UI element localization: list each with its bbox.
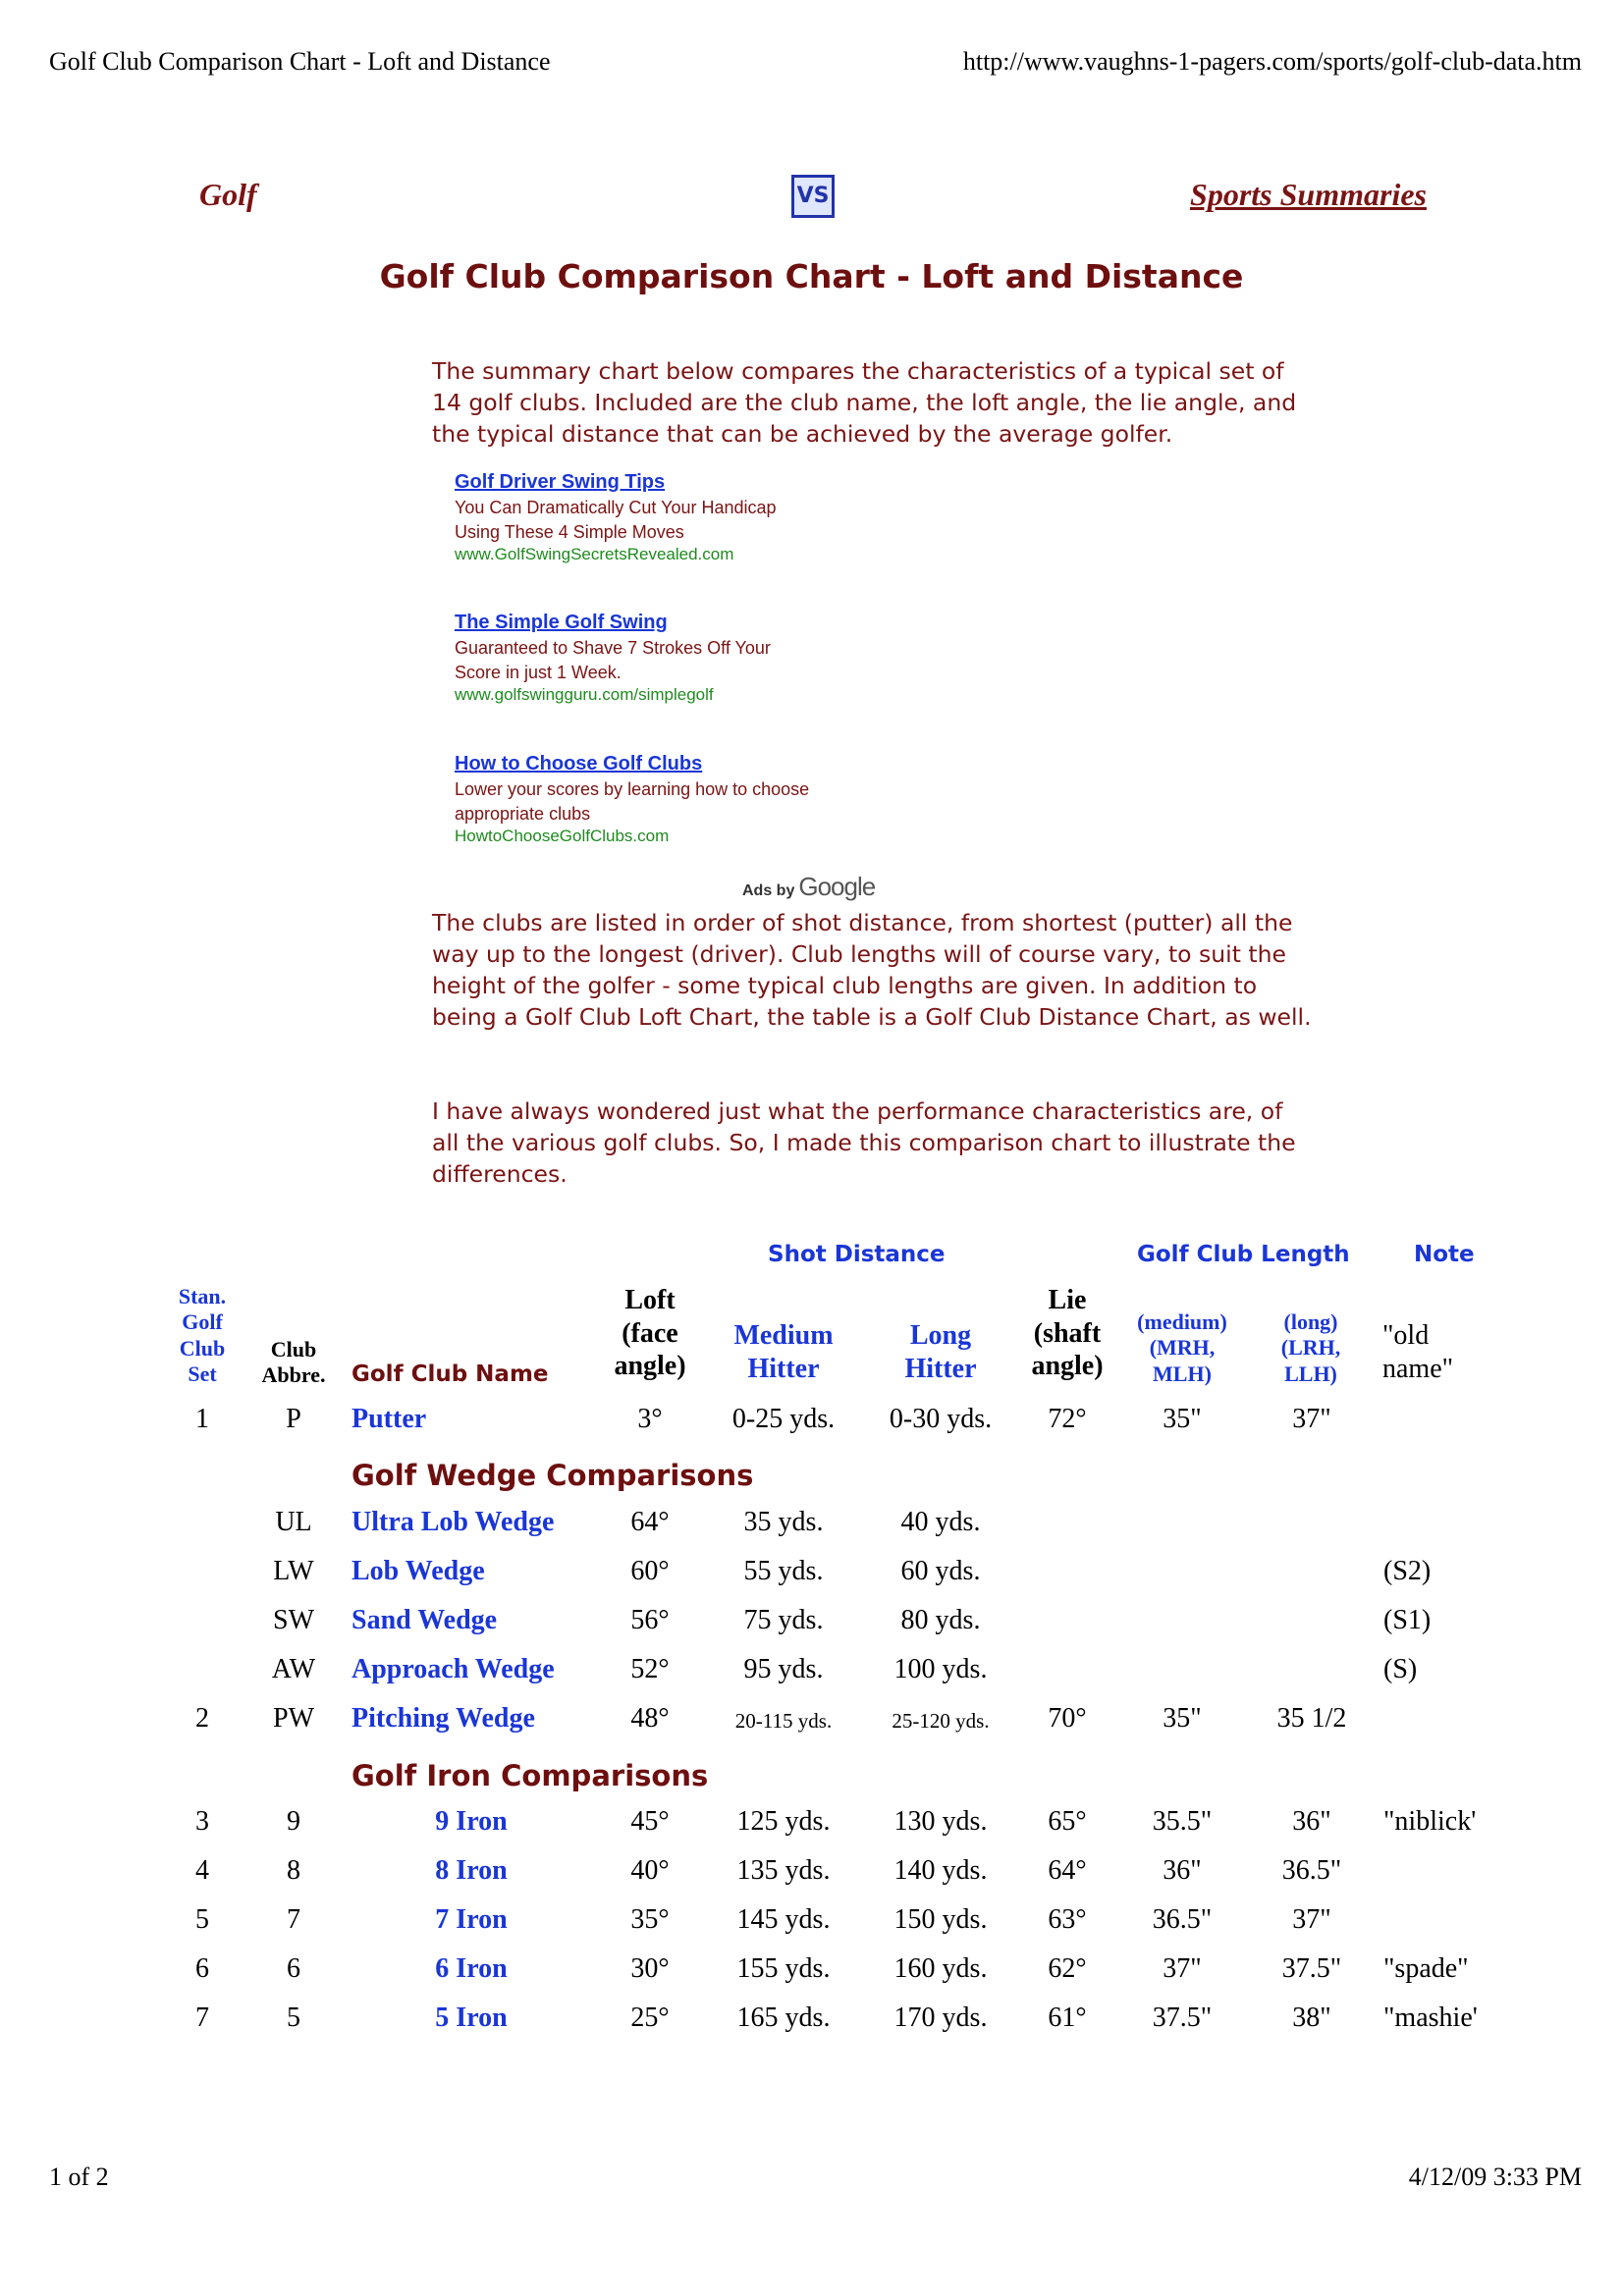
col-name-header: Golf Club Name <box>352 1362 549 1387</box>
cell-medium: 35 yds. <box>743 1507 824 1537</box>
ad-title-link[interactable]: How to Choose Golf Clubs <box>455 753 703 774</box>
table-row <box>0 1605 1623 1644</box>
cell-medium: 125 yds. <box>736 1806 831 1837</box>
vs-logo[interactable]: VS <box>791 175 835 218</box>
cell-lie: 65° <box>1048 1806 1087 1837</box>
cell-medium: 145 yds. <box>736 1904 831 1935</box>
table-row <box>0 1904 1623 1944</box>
cell-set: 6 <box>195 1953 209 1984</box>
cell-abbr: P <box>286 1404 301 1434</box>
cell-abbr: UL <box>275 1507 312 1537</box>
cell-len-long: 36.5" <box>1281 1855 1342 1886</box>
ad-url[interactable]: www.golfswingguru.com/simplegolf <box>455 685 714 704</box>
cell-len-medium: 36.5" <box>1152 1904 1213 1935</box>
cell-abbr: 9 <box>287 1806 300 1837</box>
col-abbr-header: Club Abbre. <box>261 1337 326 1388</box>
cell-loft: 52° <box>630 1654 670 1684</box>
table-row <box>0 1654 1623 1693</box>
cell-len-medium: 36" <box>1163 1855 1202 1886</box>
cell-len-long: 37" <box>1292 1904 1331 1935</box>
cell-note: "spade" <box>1383 1953 1469 1984</box>
ad-line: Score in just 1 Week. <box>455 663 622 682</box>
cell-loft: 3° <box>637 1404 663 1434</box>
table-row <box>0 1556 1623 1595</box>
cell-lie: 61° <box>1048 2002 1087 2033</box>
cell-long: 80 yds. <box>900 1605 981 1635</box>
google-wordmark: Google <box>798 872 876 901</box>
table-row <box>0 1507 1623 1546</box>
cell-len-long: 35 1/2 <box>1276 1703 1347 1734</box>
col-len-long-header: (long) (LRH, LLH) <box>1280 1309 1341 1386</box>
cell-set: 7 <box>195 2002 209 2033</box>
cell-set: 1 <box>195 1404 209 1434</box>
cell-loft: 45° <box>630 1806 670 1837</box>
ads-by-label: Ads by <box>742 882 795 899</box>
ad-line: Guaranteed to Shave 7 Strokes Off Your <box>455 638 771 658</box>
ad-line: Lower your scores by learning how to choose <box>455 779 810 799</box>
cell-medium: 155 yds. <box>736 1953 831 1984</box>
table-row <box>0 1404 1623 1443</box>
cell-long: 170 yds. <box>893 2002 988 2033</box>
cell-note: "mashie' <box>1383 2002 1478 2033</box>
col-loft-header: Loft (face angle) <box>614 1285 686 1382</box>
page-title: Golf Club Comparison Chart - Loft and Distance <box>379 257 1244 295</box>
cell-len-medium: 35.5" <box>1152 1806 1213 1837</box>
ad-line: Using These 4 Simple Moves <box>455 522 684 542</box>
ad-block-1 <box>455 471 777 564</box>
iron-section-heading: Golf Iron Comparisons <box>352 1759 709 1792</box>
cell-lie: 72° <box>1048 1404 1087 1434</box>
golf-link[interactable]: Golf <box>199 177 257 212</box>
cell-long: 140 yds. <box>893 1855 988 1886</box>
cell-len-medium: 35" <box>1163 1404 1202 1434</box>
print-url: http://www.vaughns-1-pagers.com/sports/golf-club-data.htm <box>962 47 1582 76</box>
cell-note: (S2) <box>1383 1556 1432 1586</box>
col-medium-header: Medium Hitter <box>733 1320 834 1384</box>
cell-club-name[interactable]: Putter <box>352 1404 427 1434</box>
cell-abbr: LW <box>273 1556 314 1586</box>
cell-medium: 75 yds. <box>743 1605 824 1635</box>
cell-loft: 35° <box>630 1904 670 1935</box>
ad-title-link[interactable]: Golf Driver Swing Tips <box>455 471 666 493</box>
table-row <box>0 2002 1623 2042</box>
table-row <box>0 1703 1623 1742</box>
cell-set: 3 <box>195 1806 209 1837</box>
cell-set: 4 <box>195 1855 209 1886</box>
cell-loft: 64° <box>630 1507 670 1537</box>
cell-club-name[interactable]: Lob Wedge <box>352 1556 485 1586</box>
cell-medium: 55 yds. <box>743 1556 824 1586</box>
ad-title-link[interactable]: The Simple Golf Swing <box>455 612 668 633</box>
table-row <box>0 1953 1623 1993</box>
col-long-header: Long Hitter <box>904 1320 977 1384</box>
cell-long: 25-120 yds. <box>892 1709 990 1733</box>
cell-len-long: 37.5" <box>1281 1953 1342 1984</box>
cell-long: 40 yds. <box>900 1507 981 1537</box>
cell-club-name[interactable]: 6 Iron <box>435 1953 508 1984</box>
cell-club-name[interactable]: Sand Wedge <box>352 1605 498 1635</box>
cell-loft: 30° <box>630 1953 670 1984</box>
cell-medium: 95 yds. <box>743 1654 824 1684</box>
cell-loft: 48° <box>630 1703 670 1734</box>
cell-lie: 63° <box>1048 1904 1087 1935</box>
ad-line: You Can Dramatically Cut Your Handicap <box>455 498 777 517</box>
cell-club-name[interactable]: Approach Wedge <box>352 1654 555 1684</box>
cell-long: 150 yds. <box>893 1904 988 1935</box>
ad-url[interactable]: HowtoChooseGolfClubs.com <box>455 827 670 845</box>
cell-club-name[interactable]: Ultra Lob Wedge <box>352 1507 555 1537</box>
cell-abbr: SW <box>273 1605 314 1635</box>
print-page-title: Golf Club Comparison Chart - Loft and Distance <box>49 47 551 76</box>
col-len-medium-header: (medium) (MRH, MLH) <box>1137 1309 1227 1386</box>
cell-lie: 62° <box>1048 1953 1087 1984</box>
cell-club-name[interactable]: 8 Iron <box>435 1855 508 1886</box>
intro-paragraph: The summary chart below compares the characteristics of a typical set of 14 golf clubs. Included are the club name, the loft angle, the lie angle, and the typical distance that can be achieved by the average golfer. <box>432 357 1297 448</box>
cell-len-long: 38" <box>1292 2002 1331 2033</box>
cell-set: 2 <box>195 1703 209 1734</box>
cell-abbr: AW <box>271 1654 316 1684</box>
clubs-order-paragraph: The clubs are listed in order of shot distance, from shortest (putter) all the way up to the longest (driver). Club lengths will of course vary, to suit the height of the golfer - some typical club lengths are given. In addition to being a Golf Club Loft Chart, the table is a Golf Club Distance Chart, as well. <box>432 909 1312 1031</box>
cell-medium: 165 yds. <box>736 2002 831 2033</box>
cell-club-name[interactable]: Pitching Wedge <box>352 1703 535 1734</box>
cell-loft: 56° <box>630 1605 670 1635</box>
wondered-paragraph: I have always wondered just what the performance characteristics are, of all the various golf clubs. So, I made this comparison chart to illustrate the differences. <box>432 1097 1296 1188</box>
cell-long: 160 yds. <box>893 1953 988 1984</box>
cell-note: (S) <box>1383 1654 1418 1684</box>
shot-distance-header: Shot Distance <box>768 1242 946 1267</box>
cell-club-name[interactable]: 7 Iron <box>435 1904 508 1935</box>
cell-medium: 20-115 yds. <box>734 1709 833 1733</box>
cell-lie: 70° <box>1048 1703 1087 1734</box>
cell-len-medium: 37.5" <box>1152 2002 1213 2033</box>
col-note-header: "old name" <box>1382 1320 1454 1384</box>
cell-lie: 64° <box>1048 1855 1087 1886</box>
cell-abbr: PW <box>273 1703 314 1734</box>
club-length-header: Golf Club Length <box>1137 1242 1350 1267</box>
col-lie-header: Lie (shaft angle) <box>1031 1285 1104 1382</box>
cell-abbr: 8 <box>287 1855 300 1886</box>
sports-summaries-link[interactable]: Sports Summaries <box>1190 177 1427 212</box>
cell-len-long: 37" <box>1292 1404 1331 1434</box>
ad-block-2 <box>455 612 771 705</box>
cell-club-name[interactable]: 9 Iron <box>435 1806 508 1837</box>
cell-note: (S1) <box>1383 1605 1432 1635</box>
print-page-count: 1 of 2 <box>49 2163 109 2191</box>
cell-set: 5 <box>195 1904 209 1935</box>
ad-url[interactable]: www.GolfSwingSecretsRevealed.com <box>455 545 734 563</box>
cell-abbr: 5 <box>287 2002 300 2033</box>
cell-medium: 0-25 yds. <box>731 1404 836 1434</box>
ads-by-google[interactable] <box>742 872 875 902</box>
cell-len-long: 36" <box>1292 1806 1331 1837</box>
table-row <box>0 1855 1623 1895</box>
note-header: Note <box>1414 1242 1475 1267</box>
cell-long: 0-30 yds. <box>889 1404 993 1434</box>
print-timestamp: 4/12/09 3:33 PM <box>1408 2163 1582 2191</box>
ad-block-3 <box>455 753 809 846</box>
cell-long: 100 yds. <box>893 1654 988 1684</box>
cell-abbr: 6 <box>287 1953 300 1984</box>
table-row <box>0 1806 1623 1845</box>
cell-loft: 40° <box>630 1855 670 1886</box>
cell-club-name[interactable]: 5 Iron <box>435 2002 508 2033</box>
col-set-header: Stan. Golf Club Set <box>178 1284 227 1387</box>
cell-medium: 135 yds. <box>736 1855 831 1886</box>
cell-loft: 25° <box>630 2002 670 2033</box>
cell-long: 130 yds. <box>893 1806 988 1837</box>
cell-abbr: 7 <box>287 1904 300 1935</box>
cell-note: "niblick' <box>1383 1806 1477 1837</box>
cell-len-medium: 35" <box>1163 1703 1202 1734</box>
cell-len-medium: 37" <box>1163 1953 1202 1984</box>
cell-long: 60 yds. <box>900 1556 981 1586</box>
wedge-section-heading: Golf Wedge Comparisons <box>352 1459 754 1492</box>
cell-loft: 60° <box>630 1556 670 1586</box>
ad-line: appropriate clubs <box>455 804 591 824</box>
